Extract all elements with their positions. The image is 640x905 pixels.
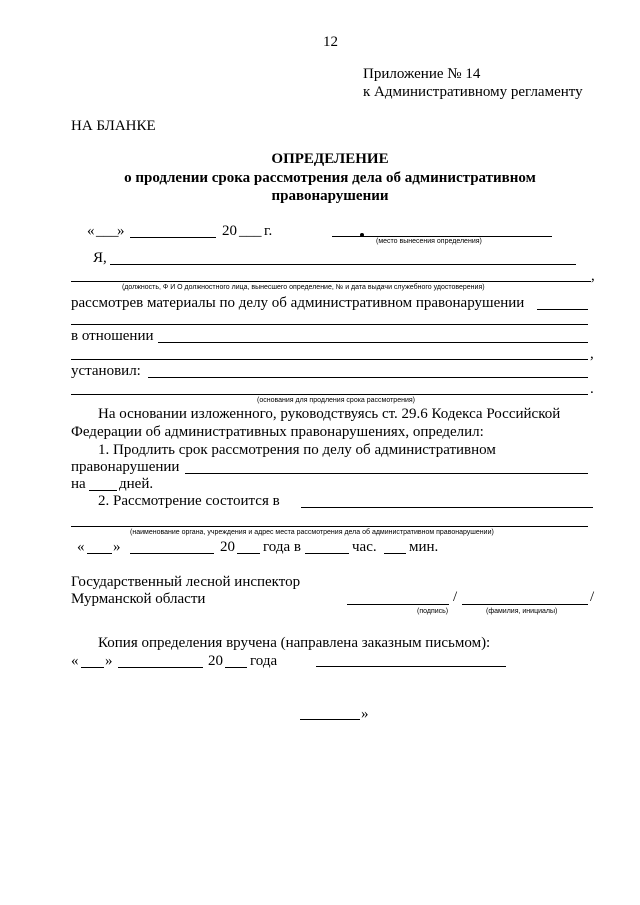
date-year-suffix: г. [264, 223, 273, 239]
hearing-open-quote: « [77, 539, 85, 555]
hearing-month-line [130, 553, 214, 554]
appendix-line-2: к Административному регламенту [363, 84, 583, 100]
hearing-hours: час. [352, 539, 377, 555]
basis-line-1: На основании изложенного, руководствуясь ст. 29.6 Кодекса Российской [98, 406, 561, 422]
hearing-year-line [237, 553, 260, 554]
grounds-caption: (основания для продления срока рассмотрения) [257, 397, 415, 404]
copy-month-line [118, 667, 203, 668]
grounds-line [71, 394, 588, 395]
hearing-day-line [87, 553, 112, 554]
ya-line [110, 264, 576, 265]
item1-days: дней. [119, 476, 154, 492]
document-subtitle-2: правонарушении [271, 188, 389, 204]
copy-year-suffix: года [250, 653, 278, 669]
letterhead-note: НА БЛАНКЕ [71, 118, 156, 134]
signature-caption: (подпись) [417, 608, 449, 615]
official-line [71, 281, 591, 282]
regarding-line-2 [71, 359, 588, 360]
item1-on: на [71, 476, 86, 492]
copy-year-prefix: 20 [208, 653, 223, 669]
date-year-prefix: 20 [222, 223, 237, 239]
name-caption: (фамилия, инициалы) [486, 608, 558, 615]
item1-line-1: 1. Продлить срок рассмотрения по делу об административном [98, 442, 496, 458]
venue-caption: (наименование органа, учреждения и адрес места рассмотрения дела об административном правонарушении) [130, 529, 494, 536]
footer-line [300, 719, 360, 720]
copy-day-line [81, 667, 104, 668]
regarding-line [158, 342, 588, 343]
established-line [148, 377, 588, 378]
hearing-year-suffix: года в [263, 539, 301, 555]
date-open-quote: « [87, 223, 95, 239]
item1-line-2: правонарушении [71, 459, 180, 475]
date-close-quote: » [117, 223, 125, 239]
copy-text: Копия определения вручена (направлена заказным письмом): [98, 635, 491, 651]
name-slash: / [590, 589, 595, 605]
document-subtitle-1: о продлении срока рассмотрения дела об административном [124, 170, 536, 186]
place-caption: (место вынесения определения) [376, 238, 482, 245]
inspector-line-1: Государственный лесной инспектор [71, 574, 301, 590]
reviewed-text: рассмотрев материалы по делу об административном правонарушении [71, 295, 525, 311]
basis-line-2: Федерации об административных правонарушениях, определил: [71, 424, 484, 440]
item2-text: 2. Рассмотрение состоится в [98, 493, 280, 509]
regarding-label: в отношении [71, 328, 154, 344]
date-day-blank: ___ [96, 223, 119, 239]
date-month-line [130, 237, 216, 238]
dot-mark [360, 233, 364, 237]
document-title: ОПРЕДЕЛЕНИЕ [271, 151, 389, 167]
hearing-minutes: мин. [409, 539, 439, 555]
hearing-year-prefix: 20 [220, 539, 235, 555]
item2-line [301, 507, 593, 508]
days-line [89, 490, 117, 491]
copy-signature-line [316, 666, 506, 667]
item1-line [185, 473, 588, 474]
hearing-close-quote: » [113, 539, 121, 555]
footer-close-quote: » [361, 706, 369, 722]
venue-line [71, 526, 588, 527]
copy-year-line [225, 667, 247, 668]
hearing-minutes-line [384, 553, 406, 554]
name-line [462, 604, 588, 605]
established-label: установил: [71, 363, 141, 379]
copy-close-quote: » [105, 653, 113, 669]
hearing-hours-line [305, 553, 349, 554]
signature-slash: / [453, 589, 458, 605]
inspector-line-2: Мурманской области [71, 591, 206, 607]
page-number: 12 [323, 34, 338, 50]
signature-line [347, 604, 449, 605]
copy-open-quote: « [71, 653, 79, 669]
ya-label: Я, [93, 250, 107, 266]
reviewed-line [537, 309, 588, 310]
official-caption: (должность, Ф И О должностного лица, вынесшего определение, № и дата выдачи служебного удостоверения) [122, 284, 485, 291]
place-line [332, 236, 552, 237]
date-year-blank: ___ [239, 223, 262, 239]
appendix-line-1: Приложение № 14 [363, 66, 481, 82]
reviewed-line-2 [71, 324, 588, 325]
